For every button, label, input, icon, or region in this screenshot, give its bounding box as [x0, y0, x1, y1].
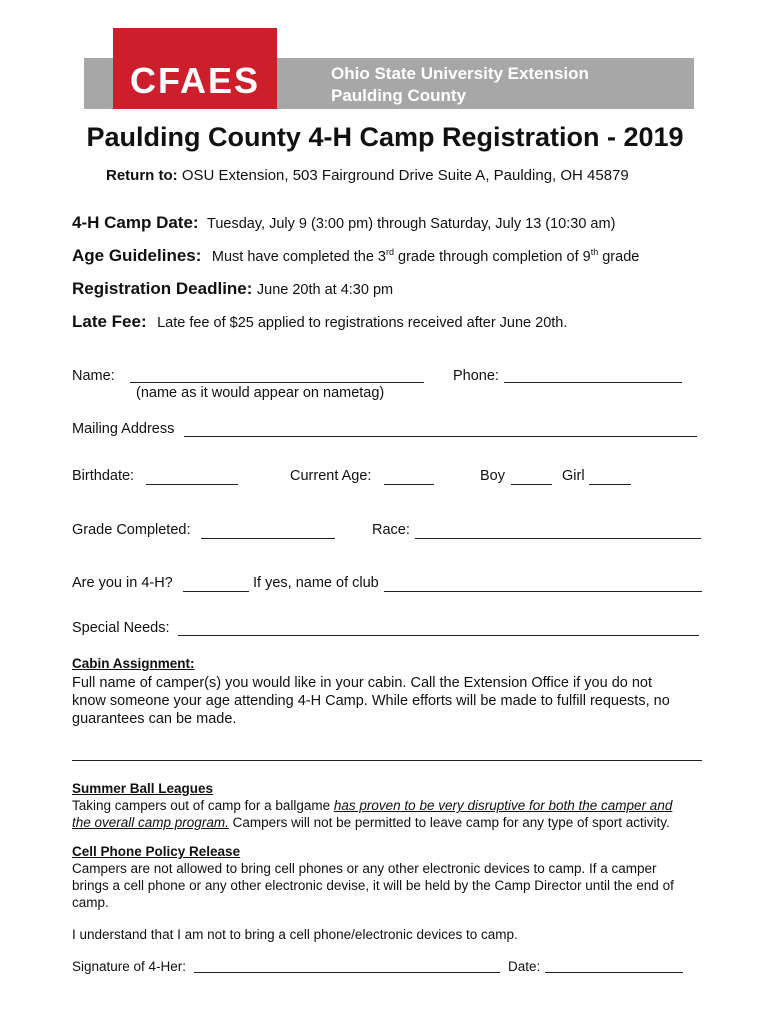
age-guidelines-row: [72, 246, 639, 266]
age-guidelines-value: Must have completed the 3rd grade through completion of 9th grade: [211, 247, 640, 265]
understand-statement: I understand that I am not to bring a cell phone/electronic devices to camp.: [72, 927, 518, 942]
org-name: Ohio State University Extension: [331, 64, 589, 83]
in-4h-label: Are you in 4-H?: [72, 575, 173, 591]
age-guidelines-label: Age Guidelines:: [72, 246, 202, 265]
cell-phone-policy-title: Cell Phone Policy Release: [72, 844, 241, 859]
grade-completed-field[interactable]: [201, 538, 335, 539]
camp-date-label: 4-H Camp Date:: [72, 213, 199, 232]
camp-date-value: Tuesday, July 9 (3:00 pm) through Saturday, July 13 (10:30 am): [207, 216, 616, 232]
birthdate-label: Birthdate:: [72, 468, 135, 484]
club-label: If yes, name of club: [253, 575, 379, 591]
return-to: [106, 167, 629, 184]
cell-phone-policy-text: Campers are not allowed to bring cell phones or any other electronic devices to camp. If a camper brings a cell phone or any other electronic devise, it will be held by the Camp Director until the end of camp.: [72, 861, 674, 910]
date-field[interactable]: [545, 972, 683, 973]
club-field[interactable]: [384, 591, 702, 592]
race-label: Race:: [372, 522, 410, 538]
girl-label: Girl: [562, 468, 585, 484]
name-label: Name:: [72, 368, 115, 384]
cabin-assignment-text: Full name of camper(s) you would like in your cabin. Call the Extension Office if you do not know someone your age attending 4-H Camp. While efforts will be made to fulfill requests, no guarantees can be made.: [72, 675, 670, 727]
summer-ball-title: Summer Ball Leagues: [72, 781, 214, 796]
name-field[interactable]: [130, 382, 424, 383]
deadline-label: Registration Deadline:: [72, 279, 253, 298]
girl-field[interactable]: [589, 484, 631, 485]
current-age-field[interactable]: [384, 484, 434, 485]
name-hint: (name as it would appear on nametag): [136, 385, 385, 401]
signature-label: Signature of 4-Her:: [72, 959, 187, 974]
late-fee-value: Late fee of $25 applied to registrations received after June 20th.: [157, 315, 568, 331]
special-needs-label: Special Needs:: [72, 620, 170, 636]
return-to-address: OSU Extension, 503 Fairground Drive Suite A, Paulding, OH 45879: [181, 167, 629, 184]
deadline-row: [72, 279, 393, 299]
phone-field[interactable]: [504, 382, 682, 383]
in-4h-field[interactable]: [183, 591, 249, 592]
signature-field[interactable]: [194, 972, 500, 973]
late-fee-row: [72, 312, 567, 332]
birthdate-field[interactable]: [146, 484, 238, 485]
camp-date-row: [72, 213, 615, 233]
summer-ball-text: Taking campers out of camp for a ballgame has proven to be very disruptive for both the camper and the overall camp program. Campers will not be permitted to leave camp for any type of sport activity.: [72, 798, 673, 830]
late-fee-label: Late Fee:: [72, 312, 147, 331]
county-name: Paulding County: [331, 86, 467, 105]
cabin-assignment-title: Cabin Assignment:: [72, 656, 195, 671]
boy-label: Boy: [480, 468, 505, 484]
grade-completed-label: Grade Completed:: [72, 522, 191, 538]
return-to-label: Return to:: [106, 167, 178, 184]
race-field[interactable]: [415, 538, 701, 539]
current-age-label: Current Age:: [290, 468, 372, 484]
mailing-address-field[interactable]: [184, 436, 697, 437]
phone-label: Phone:: [453, 368, 499, 384]
date-label: Date:: [508, 959, 541, 974]
page-title: Paulding County 4-H Camp Registration - 2019: [86, 122, 684, 152]
cfaes-logo: CFAES: [129, 60, 261, 101]
mailing-address-label: Mailing Address: [72, 421, 175, 437]
boy-field[interactable]: [511, 484, 552, 485]
special-needs-field[interactable]: [178, 635, 699, 636]
cabin-request-field[interactable]: [72, 760, 702, 761]
deadline-value: June 20th at 4:30 pm: [256, 282, 394, 298]
